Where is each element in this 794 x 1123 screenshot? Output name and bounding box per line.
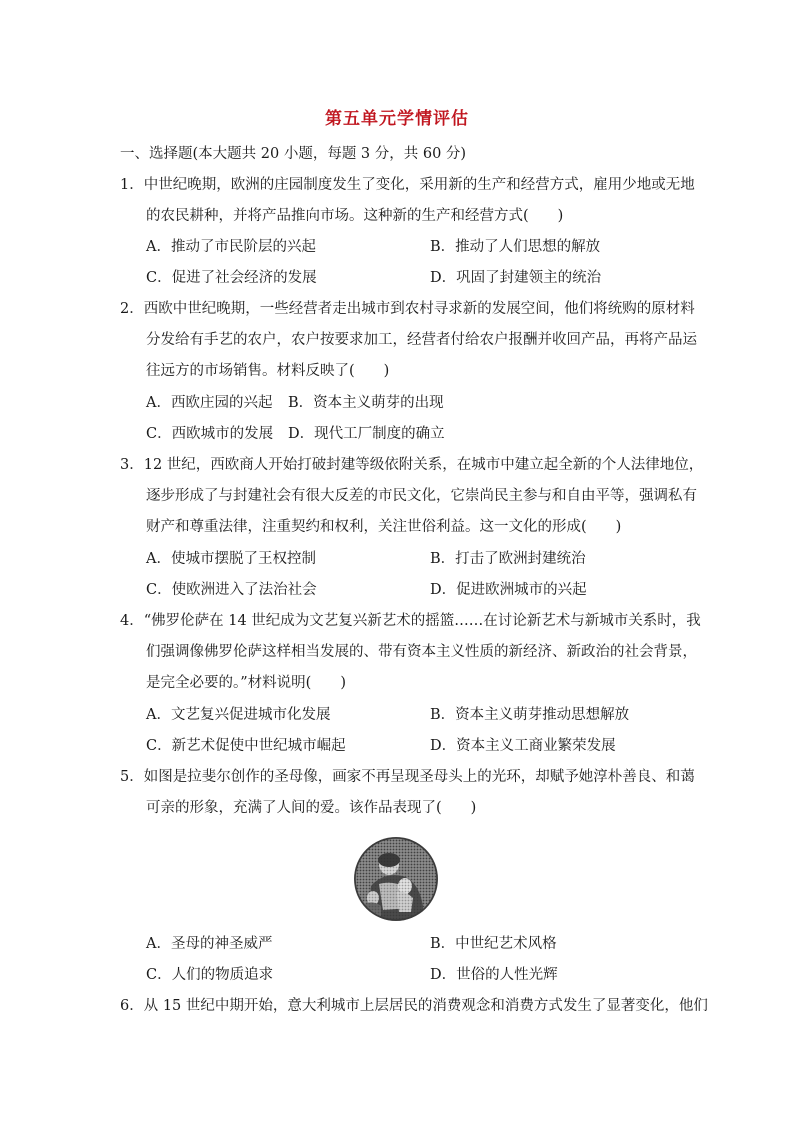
question-2-line-1: 2．西欧中世纪晚期，一些经营者走出城市到农村寻求新的发展空间，他们将统购的原材料: [120, 301, 695, 317]
question-5-line-1: 5．如图是拉斐尔创作的圣母像，画家不再呈现圣母头上的光环，却赋予她淳朴善良、和蔼: [120, 769, 695, 785]
question-4-line-2: 们强调像佛罗伦萨这样相当发展的、带有资本主义性质的新经济、新政治的社会背景，: [146, 644, 697, 660]
question-4-option-b: B．资本主义萌芽推动思想解放: [430, 707, 630, 723]
question-5-option-a: A．圣母的神圣威严: [146, 936, 273, 952]
question-4-option-a: A．文艺复兴促进城市化发展: [146, 707, 331, 723]
question-4-line-3: 是完全必要的。”材料说明( ): [146, 675, 346, 691]
question-1-line-1: 1．中世纪晚期，欧洲的庄园制度发生了变化，采用新的生产和经营方式，雇用少地或无地: [120, 177, 695, 193]
question-6-line-1: 6．从 15 世纪中期开始，意大利城市上层居民的消费观念和消费方式发生了显著变化，他们: [120, 998, 708, 1014]
question-3-option-a: A．使城市摆脱了王权控制: [146, 551, 316, 567]
page-title: 第五单元学情评估: [325, 109, 469, 129]
question-3-line-2: 逐步形成了与封建社会有很大反差的市民文化，它崇尚民主参与和自由平等，强调私有: [146, 488, 697, 504]
madonna-painting-image: [353, 836, 439, 922]
question-1-option-d: D．巩固了封建领主的统治: [430, 270, 602, 286]
question-3-option-d: D．促进欧洲城市的兴起: [430, 582, 587, 598]
question-1-option-c: C．促进了社会经济的发展: [146, 270, 317, 286]
question-2-line-2: 分发给有手艺的农户，农户按要求加工，经营者付给农户报酬并收回产品，再将产品运: [146, 332, 697, 348]
question-3-line-3: 财产和尊重法律，注重契约和权利，关注世俗利益。这一文化的形成( ): [146, 519, 622, 535]
question-3-option-c: C．使欧洲进入了法治社会: [146, 582, 317, 598]
question-2-line-3: 往远方的市场销售。材料反映了( ): [146, 363, 390, 379]
question-2-option-c: C．西欧城市的发展: [146, 426, 274, 442]
section-header: 一、选择题(本大题共 20 小题，每题 3 分，共 60 分): [120, 146, 467, 162]
question-4-option-d: D．资本主义工商业繁荣发展: [430, 738, 616, 754]
question-1-option-a: A．推动了市民阶层的兴起: [146, 239, 316, 255]
question-5-line-2: 可亲的形象，充满了人间的爱。该作品表现了( ): [146, 800, 477, 816]
question-1-line-2: 的农民耕种，并将产品推向市场。这种新的生产和经营方式( ): [146, 208, 564, 224]
question-1-option-b: B．推动了人们思想的解放: [430, 239, 601, 255]
question-4-line-1: 4．“佛罗伦萨在 14 世纪成为文艺复兴新艺术的摇篮……在讨论新艺术与新城市关系时，我: [120, 613, 701, 629]
question-4-option-c: C．新艺术促使中世纪城市崛起: [146, 738, 346, 754]
question-3-line-1: 3．12 世纪，西欧商人开始打破封建等级依附关系，在城市中建立起全新的个人法律地位，: [120, 457, 704, 473]
question-2-option-b: B．资本主义萌芽的出现: [288, 395, 444, 411]
question-3-option-b: B．打击了欧洲封建统治: [430, 551, 586, 567]
question-2-option-d: D．现代工厂制度的确立: [288, 426, 445, 442]
question-5-option-b: B．中世纪艺术风格: [430, 936, 557, 952]
question-5-option-c: C．人们的物质追求: [146, 967, 274, 983]
question-2-option-a: A．西欧庄园的兴起: [146, 395, 273, 411]
question-5-option-d: D．世俗的人性光辉: [430, 967, 558, 983]
